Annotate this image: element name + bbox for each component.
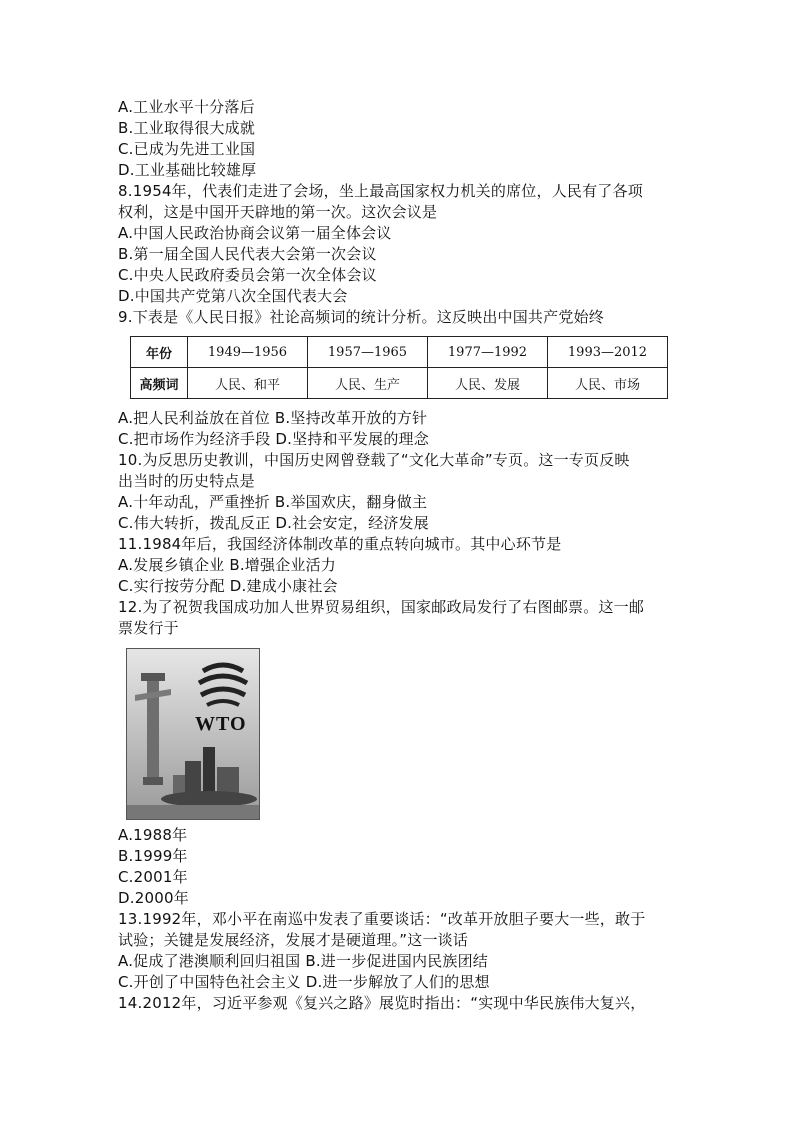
q9-options-cd: C.把市场作为经济手段 D.坚持和平发展的理念 <box>118 430 429 448</box>
q7-option-b: B.工业取得很大成就 <box>118 119 256 137</box>
table-header-words: 高频词 <box>131 368 188 399</box>
q13-options-cd: C.开创了中国特色社会主义 D.进一步解放了人们的思想 <box>118 973 490 991</box>
q11-stem: 11.1984年后，我国经济体制改革的重点转向城市。其中心环节是 <box>118 535 562 553</box>
q13-stem-line2: 试验；关键是发展经济，发展才是硬道理。”这一谈话 <box>118 931 469 949</box>
table-cell: 1993—2012 <box>548 337 668 368</box>
table-row <box>131 337 668 368</box>
q8-option-b: B.第一届全国人民代表大会第一次会议 <box>118 245 377 263</box>
table-cell: 人民、和平 <box>188 368 308 399</box>
q13-options-ab: A.促成了港澳顺利回归祖国 B.进一步促进国内民族团结 <box>118 952 488 970</box>
q8-option-d: D.中国共产党第八次全国代表大会 <box>118 287 348 305</box>
q9-stem: 9.下表是《人民日报》社论高频词的统计分析。这反映出中国共产党始终 <box>118 308 604 326</box>
high-frequency-word-table <box>130 336 668 399</box>
table-cell: 1957—1965 <box>308 337 428 368</box>
q7-option-c: C.已成为先进工业国 <box>118 140 256 158</box>
q12-option-c: C.2001年 <box>118 868 188 886</box>
table-cell: 1949—1956 <box>188 337 308 368</box>
q12-stem-line2: 票发行于 <box>118 619 179 637</box>
table-header-year: 年份 <box>131 337 188 368</box>
q13-stem-line1: 13.1992年，邓小平在南巡中发表了重要谈话：“改革开放胆子要大一些，敢于 <box>118 910 646 928</box>
table-cell: 人民、市场 <box>548 368 668 399</box>
q10-options-ab: A.十年动乱，严重挫折 B.举国欢庆，翻身做主 <box>118 493 428 511</box>
q10-options-cd: C.伟大转折，拨乱反正 D.社会安定，经济发展 <box>118 514 429 532</box>
q7-option-d: D.工业基础比较雄厚 <box>118 161 257 179</box>
table-cell: 1977—1992 <box>428 337 548 368</box>
table-cell: 人民、生产 <box>308 368 428 399</box>
q10-stem-line1: 10.为反思历史教训，中国历史网曾登载了“文化大革命”专页。这一专页反映 <box>118 451 630 469</box>
q12-stem-line1: 12.为了祝贺我国成功加人世界贸易组织，国家邮政局发行了右图邮票。这一邮 <box>118 598 645 616</box>
q10-stem-line2: 出当时的历史特点是 <box>118 472 255 490</box>
q8-option-c: C.中央人民政府委员会第一次全体会议 <box>118 266 377 284</box>
q12-option-a: A.1988年 <box>118 826 188 844</box>
q7-option-a: A.工业水平十分落后 <box>118 98 255 116</box>
q8-stem-line2: 权利，这是中国开天辟地的第一次。这次会议是 <box>118 203 438 221</box>
q12-option-d: D.2000年 <box>118 889 189 907</box>
q12-option-b: B.1999年 <box>118 847 188 865</box>
table-row <box>131 368 668 399</box>
q11-options-ab: A.发展乡镇企业 B.增强企业活力 <box>118 556 336 574</box>
q8-option-a: A.中国人民政治协商会议第一届全体会议 <box>118 224 392 242</box>
q11-options-cd: C.实行按劳分配 D.建成小康社会 <box>118 577 338 595</box>
wto-stamp-image <box>126 648 260 820</box>
q8-stem-line1: 8.1954年，代表们走进了会场，坐上最高国家权力机关的席位，人民有了各项 <box>118 182 643 200</box>
table-cell: 人民、发展 <box>428 368 548 399</box>
stamp-wto-label: WTO <box>195 713 247 735</box>
q9-options-ab: A.把人民利益放在首位 B.坚持改革开放的方针 <box>118 409 428 427</box>
q14-stem: 14.2012年，习近平参观《复兴之路》展览时指出：“实现中华民族伟大复兴， <box>118 994 646 1012</box>
